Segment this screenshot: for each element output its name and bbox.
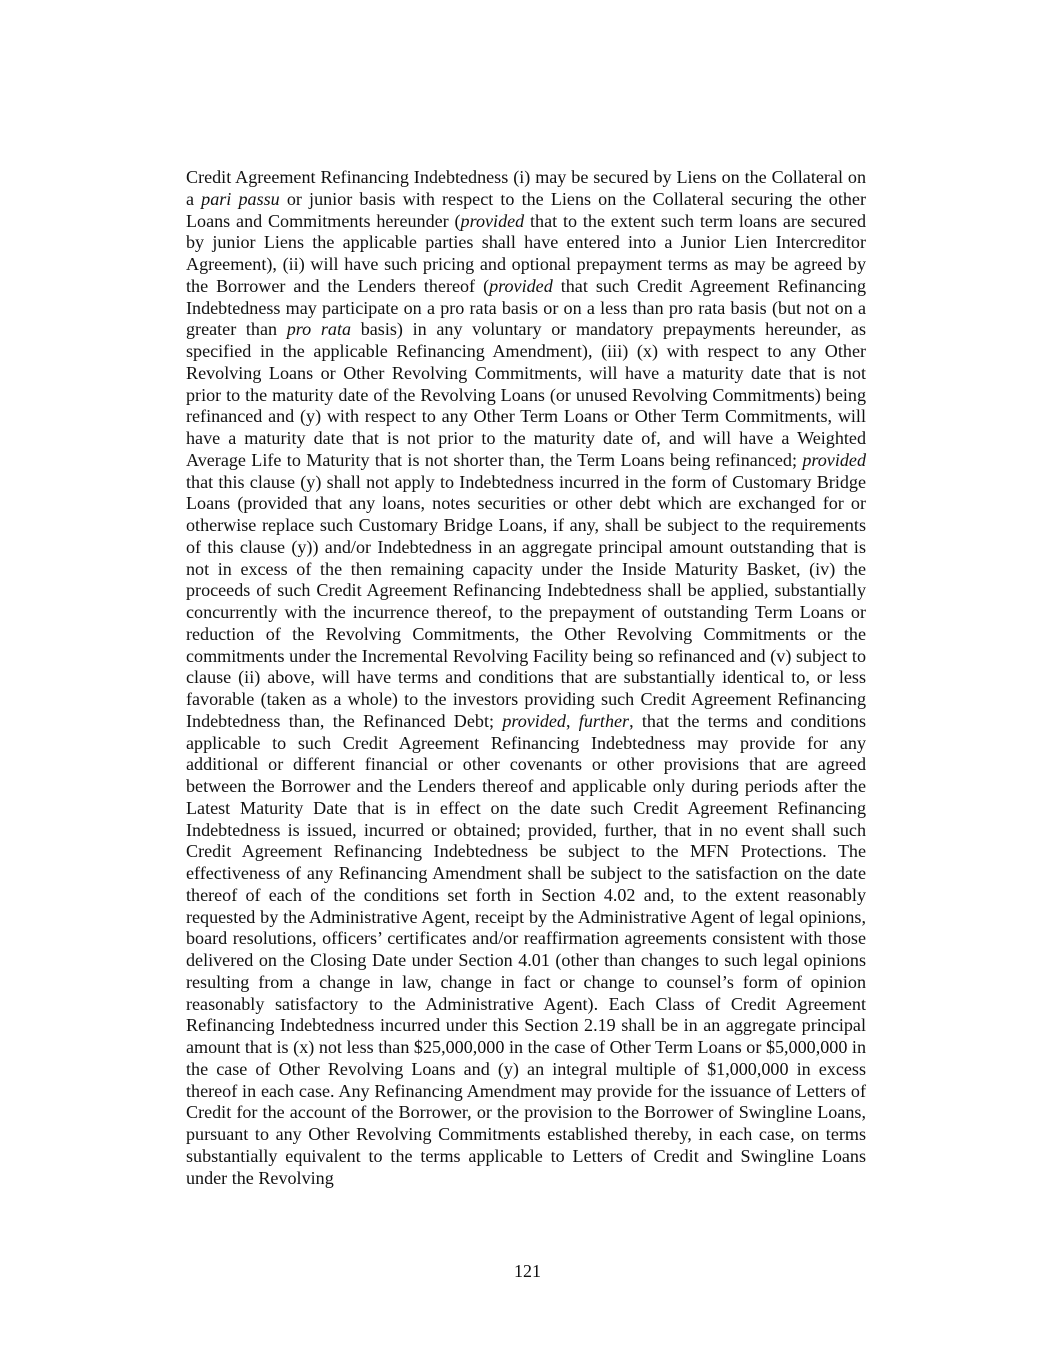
text-segment: that this clause (y) shall not apply to Indebtedness incurred in the form of Customary Bridge Loans (provided that any loans, notes securities or other debt which are exchanged for or otherwise replace such Customary Bridge Loans, if any, shall be subject to the requirements of this clause (y)) and/or Indebtedness in an aggregate principal amount outstanding that is not in excess of the then remaining capacity under the Inside Maturity Basket, (iv) the proceeds of such Credit Agreement Refinancing Indebtedness shall be applied, substantially concurrently with the incurrence thereof, to the prepayment of outstanding Term Loans or reduction of the Revolving Commitments, the Other Revolving Commitments or the commitments under the Incremental Revolving Facility being so refinanced and (v) subject to clause (ii) above, will have terms and conditions that are substantially identical to, or less favorable (taken as a whole) to the investors providing such Credit Agreement Refinancing Indebtedness than, the Refinanced Debt; <box>186 471 866 731</box>
italic-term: pari passu <box>201 188 280 209</box>
text-segment: Credit Agreement Refinancing Indebtedness (i) may be secured by Liens on the Collateral on a <box>186 167 866 209</box>
text-segment: or junior basis with respect to the Liens on the Collateral securing the other Loans and Commitments hereunder ( <box>186 188 866 231</box>
italic-term: provided <box>802 449 866 470</box>
italic-term: pro rata <box>286 319 352 340</box>
italic-term: provided <box>489 275 553 296</box>
page-number: 121 <box>514 1261 541 1281</box>
text-segment: that such Credit Agreement Refinancing Indebtedness may participate on a pro rata basis or on a less than pro rata basis (but not on a greater than <box>186 275 866 340</box>
italic-term: provided <box>460 210 525 231</box>
text-segment: basis) in any voluntary or mandatory prepayments hereunder, as specified in the applicable Refinancing Amendment), (iii) (x) with respect to any Other Revolving Loans or Other Revolving Commitments, will have a maturity date that is not prior to the maturity date of the Revolving Loans (or unused Revolving Commitments) being refinanced and (y) with respect to any Other Term Loans or Other Term Commitments, will have a maturity date that is not prior to the maturity date of, and will have a Weighted Average Life to Maturity that is not shorter than, the Term Loans being refinanced; <box>186 319 866 470</box>
body-paragraph <box>186 167 866 1189</box>
italic-term: provided <box>502 710 566 731</box>
italic-term: further <box>578 710 630 731</box>
text-segment: , that the terms and conditions applicable to such Credit Agreement Refinancing Indebtedness may provide for any additional or different financial or other covenants or other provisions that are agreed between the Borrower and the Lenders thereof and applicable only during periods after the Latest Maturity Date that is in effect on the date such Credit Agreement Refinancing Indebtedness is issued, incurred or obtained; provided, further, that in no event shall such Credit Agreement Refinancing Indebtedness be subject to the MFN Protections. The effectiveness of any Refinancing Amendment shall be subject to the satisfaction on the date thereof of each of the conditions set forth in Section 4.02 and, to the extent reasonably requested by the Administrative Agent, receipt by the Administrative Agent of legal opinions, board resolutions, officers’ certificates and/or reaffirmation agreements consistent with those delivered on the Closing Date under Section 4.01 (other than changes to such legal opinions resulting from a change in law, change in fact or change to counsel’s form of opinion reasonably satisfactory to the Administrative Agent). Each Class of Credit Agreement Refinancing Indebtedness incurred under this Section 2.19 shall be in an aggregate principal amount that is (x) not less than $25,000,000 in the case of Other Term Loans or $5,000,000 in the case of Other Revolving Loans and (y) an integral multiple of $1,000,000 in excess thereof in each case. Any Refinancing Amendment may provide for the issuance of Letters of Credit for the account of the Borrower, or the provision to the Borrower of Swingline Loans, pursuant to any Other Revolving Commitments established thereby, in each case, on terms substantially equivalent to the terms applicable to Letters of Credit and Swingline Loans under the Revolving <box>186 710 867 1188</box>
text-segment: that to the extent such term loans are secured by junior Liens the applicable parties shall have entered into a Junior Lien Intercreditor Agreement), (ii) will have such pricing and optional prepayment terms as may be agreed by the Borrower and the Lenders thereof ( <box>186 210 866 296</box>
text-segment: , <box>565 710 579 731</box>
